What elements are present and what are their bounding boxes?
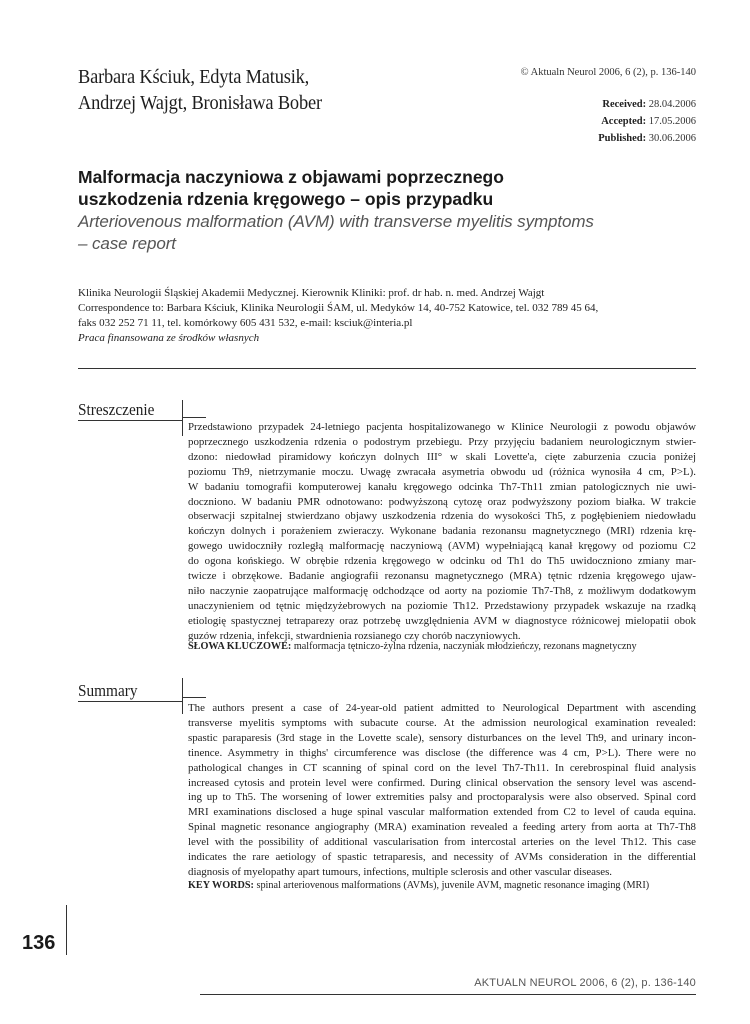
summary-line: diagnosis of myelopathy apart tumours, infections, multiple sclerosis and other vascular diseases.: [188, 865, 613, 878]
streszczenie-line: kończyn dolnych i porażeniem zwieraczy. Wykonane badania rezonansu magnetycznego (MRI) rdzenia krę-: [188, 525, 696, 538]
title-polish-line-1: Malformacja naczyniowa z objawami poprzecznego: [78, 167, 504, 187]
footer-rule: [200, 994, 696, 995]
streszczenie-line: guzów rdzenia, infekcji, stwardnienia rozsianego czy chorób naczyniowych.: [188, 629, 521, 642]
summary-line: tinence. Asymmetry in thighs' circumference was disclose (the difference was 4 cm, P>L). There were no: [188, 746, 696, 759]
keywords-en: spinal arteriovenous malformations (AVMs), juvenile AVM, magnetic resonance imaging (MRI): [256, 880, 650, 891]
summary-heading-rule: [78, 701, 182, 702]
streszczenie-line: poziomu Th9, nietrzymanie moczu. Uwagę zwracała asymetria obwodu ud (różnica wynosiła 4 cm, P>L).: [188, 465, 696, 478]
summary-line: transverse myelitis symptoms with subacute course. At the admission neurological examination revealed:: [188, 716, 696, 729]
streszczenie-line: twicze i obrzękowe. Badanie angiografii rezonansu magnetycznego (MRA) tętnic rdzenia kręgowego ujaw-: [188, 570, 696, 583]
summary-line: spastic paraparesis (3rd stage in the Lovette scale), sensory disturbances on the level Th9, and urinary incon-: [188, 731, 696, 744]
summary-line: increased cytosis and protein level were confirmed. During clinical observation the sensory level was ascend-: [188, 776, 696, 789]
funding-note: Praca finansowana ze środków własnych: [78, 332, 260, 344]
page-number-rule: [66, 905, 67, 955]
keywords-pl: malformacja tętniczo-żylna rdzenia, naczyniak młodzieńczy, rezonans magnetyczny: [293, 641, 637, 652]
summary-line: Spinal magnetic resonance angiography (MRA) examination revealed a feeding artery from aorta at Th7-Th8: [188, 821, 696, 834]
title-polish-line-2: uszkodzenia rdzenia kręgowego – opis przypadku: [78, 189, 494, 209]
keywords-label-pl: SŁOWA KLUCZOWE:: [188, 641, 292, 652]
summary-bracket-tick: [182, 697, 206, 698]
streszczenie-bracket-tick: [182, 417, 206, 418]
streszczenie-line: unaczynieniem od tętnic międzyżebrowych na poziomie Th12. Przedstawiony przypadek wskazuje na rzadką: [188, 599, 696, 612]
summary-line: pathological changes in CT scanning of spinal cord on the level Th7-Th11. In cerebrospinal fluid analysis: [188, 761, 696, 774]
title-english: [78, 211, 698, 255]
published-label: Published:: [598, 133, 647, 144]
summary-bracket: [182, 678, 183, 714]
accepted-label: Accepted:: [601, 116, 647, 127]
streszczenie-body: [188, 420, 696, 644]
accepted-date: 17.05.2006: [648, 116, 696, 127]
streszczenie-line: gowego uwidoczniły rozległą malformację naczyniową (AVM) wypełniającą kanał kręgowy od poziomu C2: [188, 540, 696, 553]
summary-heading: Summary: [78, 681, 138, 700]
streszczenie-heading: Streszczenie: [78, 400, 155, 419]
streszczenie-heading-rule: [78, 420, 182, 421]
streszczenie-line: dzono: niedowład piramidowy kończyn dolnych III° w skali Lovette'a, cięte zaburzenia czucia poniżej: [188, 450, 696, 463]
published-date: 30.06.2006: [648, 133, 696, 144]
summary-line: level with the possibility of additional vascularisation from intercostal arteries on the level Th12. This case: [188, 836, 696, 849]
received-date: 28.04.2006: [648, 99, 696, 110]
streszczenie-line: do ogona końskiego. W obrębie rdzenia kręgowego w odcinku od Th1 do Th5 uwidoczniono zmiany mar-: [188, 555, 696, 568]
streszczenie-line: poprzecznego uszkodzenia rdzenia o podostrym przebiegu. Przy przyjęciu badaniem neurologicznym stwier-: [188, 435, 696, 448]
streszczenie-bracket: [182, 400, 183, 436]
streszczenie-line: W badaniu tomografii komputerowej kanału kręgowego odcinka Th7-Th11 zmian patologicznych nie uwi-: [188, 480, 696, 493]
authors-line-2: Andrzej Wajgt, Bronisława Bober: [78, 92, 322, 114]
streszczenie-line: etiologię spastycznej tetraparezy oraz potrzebę uwzględnienia AVM w diagnostyce różnicowej mielopatii obok: [188, 614, 696, 627]
authors: [78, 64, 409, 116]
summary-keywords: [188, 880, 708, 891]
accepted-row: [598, 113, 696, 130]
published-row: [598, 130, 696, 147]
summary-line: indicates the rare aetiology of spastic tetraparesis, and necessity of AVMs consideration in the differential: [188, 851, 696, 864]
citation: © Aktualn Neurol 2006, 6 (2), p. 136-140: [520, 67, 696, 78]
correspondence-line-1: Correspondence to: Barbara Kściuk, Klinika Neurologii ŚAM, ul. Medyków 14, 40-752 Katowice, tel. 032 789 45 64,: [78, 302, 599, 314]
title-english-line-1: Arteriovenous malformation (AVM) with transverse myelitis symptoms: [78, 212, 594, 231]
article-dates: [598, 96, 696, 147]
title-english-line-2: – case report: [78, 234, 176, 253]
affiliation: [78, 286, 718, 346]
authors-line-1: Barbara Kściuk, Edyta Matusik,: [78, 66, 310, 88]
received-label: Received:: [602, 99, 647, 110]
streszczenie-line: obserwacji szpitalnej stwierdzano objawy uszkodzenia rdzenia do wysokości Th5, z pogłębieniem niedowładu: [188, 510, 696, 523]
streszczenie-line: doczniono. W badaniu PMR odnotowano: podwyższoną cytozę oraz podwyższony poziom białka. W trakcie: [188, 495, 696, 508]
summary-body: [188, 701, 696, 880]
affiliation-line-1: Klinika Neurologii Śląskiej Akademii Medycznej. Kierownik Kliniki: prof. dr hab. n. med. Andrzej Wajgt: [78, 287, 545, 299]
section-divider: [78, 368, 696, 369]
summary-line: The authors present a case of 24-year-old patient admitted to Neurological Department with ascending: [188, 702, 696, 714]
page-number: 136: [22, 932, 56, 954]
summary-line: MRI examinations disclosed a huge spinal vascular malformation extended from C2 to level of cauda equina.: [188, 806, 696, 819]
streszczenie-line: Przedstawiono przypadek 24-letniego pacjenta hospitalizowanego w Klinice Neurologii z powodu objawów: [188, 421, 696, 433]
summary-line: ing up to Th5. The worsening of lower extremities palsy and proctoparalysis were also observed. Spinal cord: [188, 791, 696, 804]
title-polish: [78, 166, 698, 210]
streszczenie-line: niło naczynie zaopatrujące malformację odchodzące od aorty na poziomie Th7-Th8, z możliwym dodatkowym: [188, 584, 696, 597]
footer-citation: AKTUALN NEUROL 2006, 6 (2), p. 136-140: [474, 977, 696, 989]
streszczenie-keywords: [188, 641, 708, 652]
correspondence-line-2: faks 032 252 71 11, tel. komórkowy 605 431 532, e-mail: ksciuk@interia.pl: [78, 317, 413, 329]
keywords-label-en: KEY WORDS:: [188, 880, 254, 891]
received-row: [598, 96, 696, 113]
